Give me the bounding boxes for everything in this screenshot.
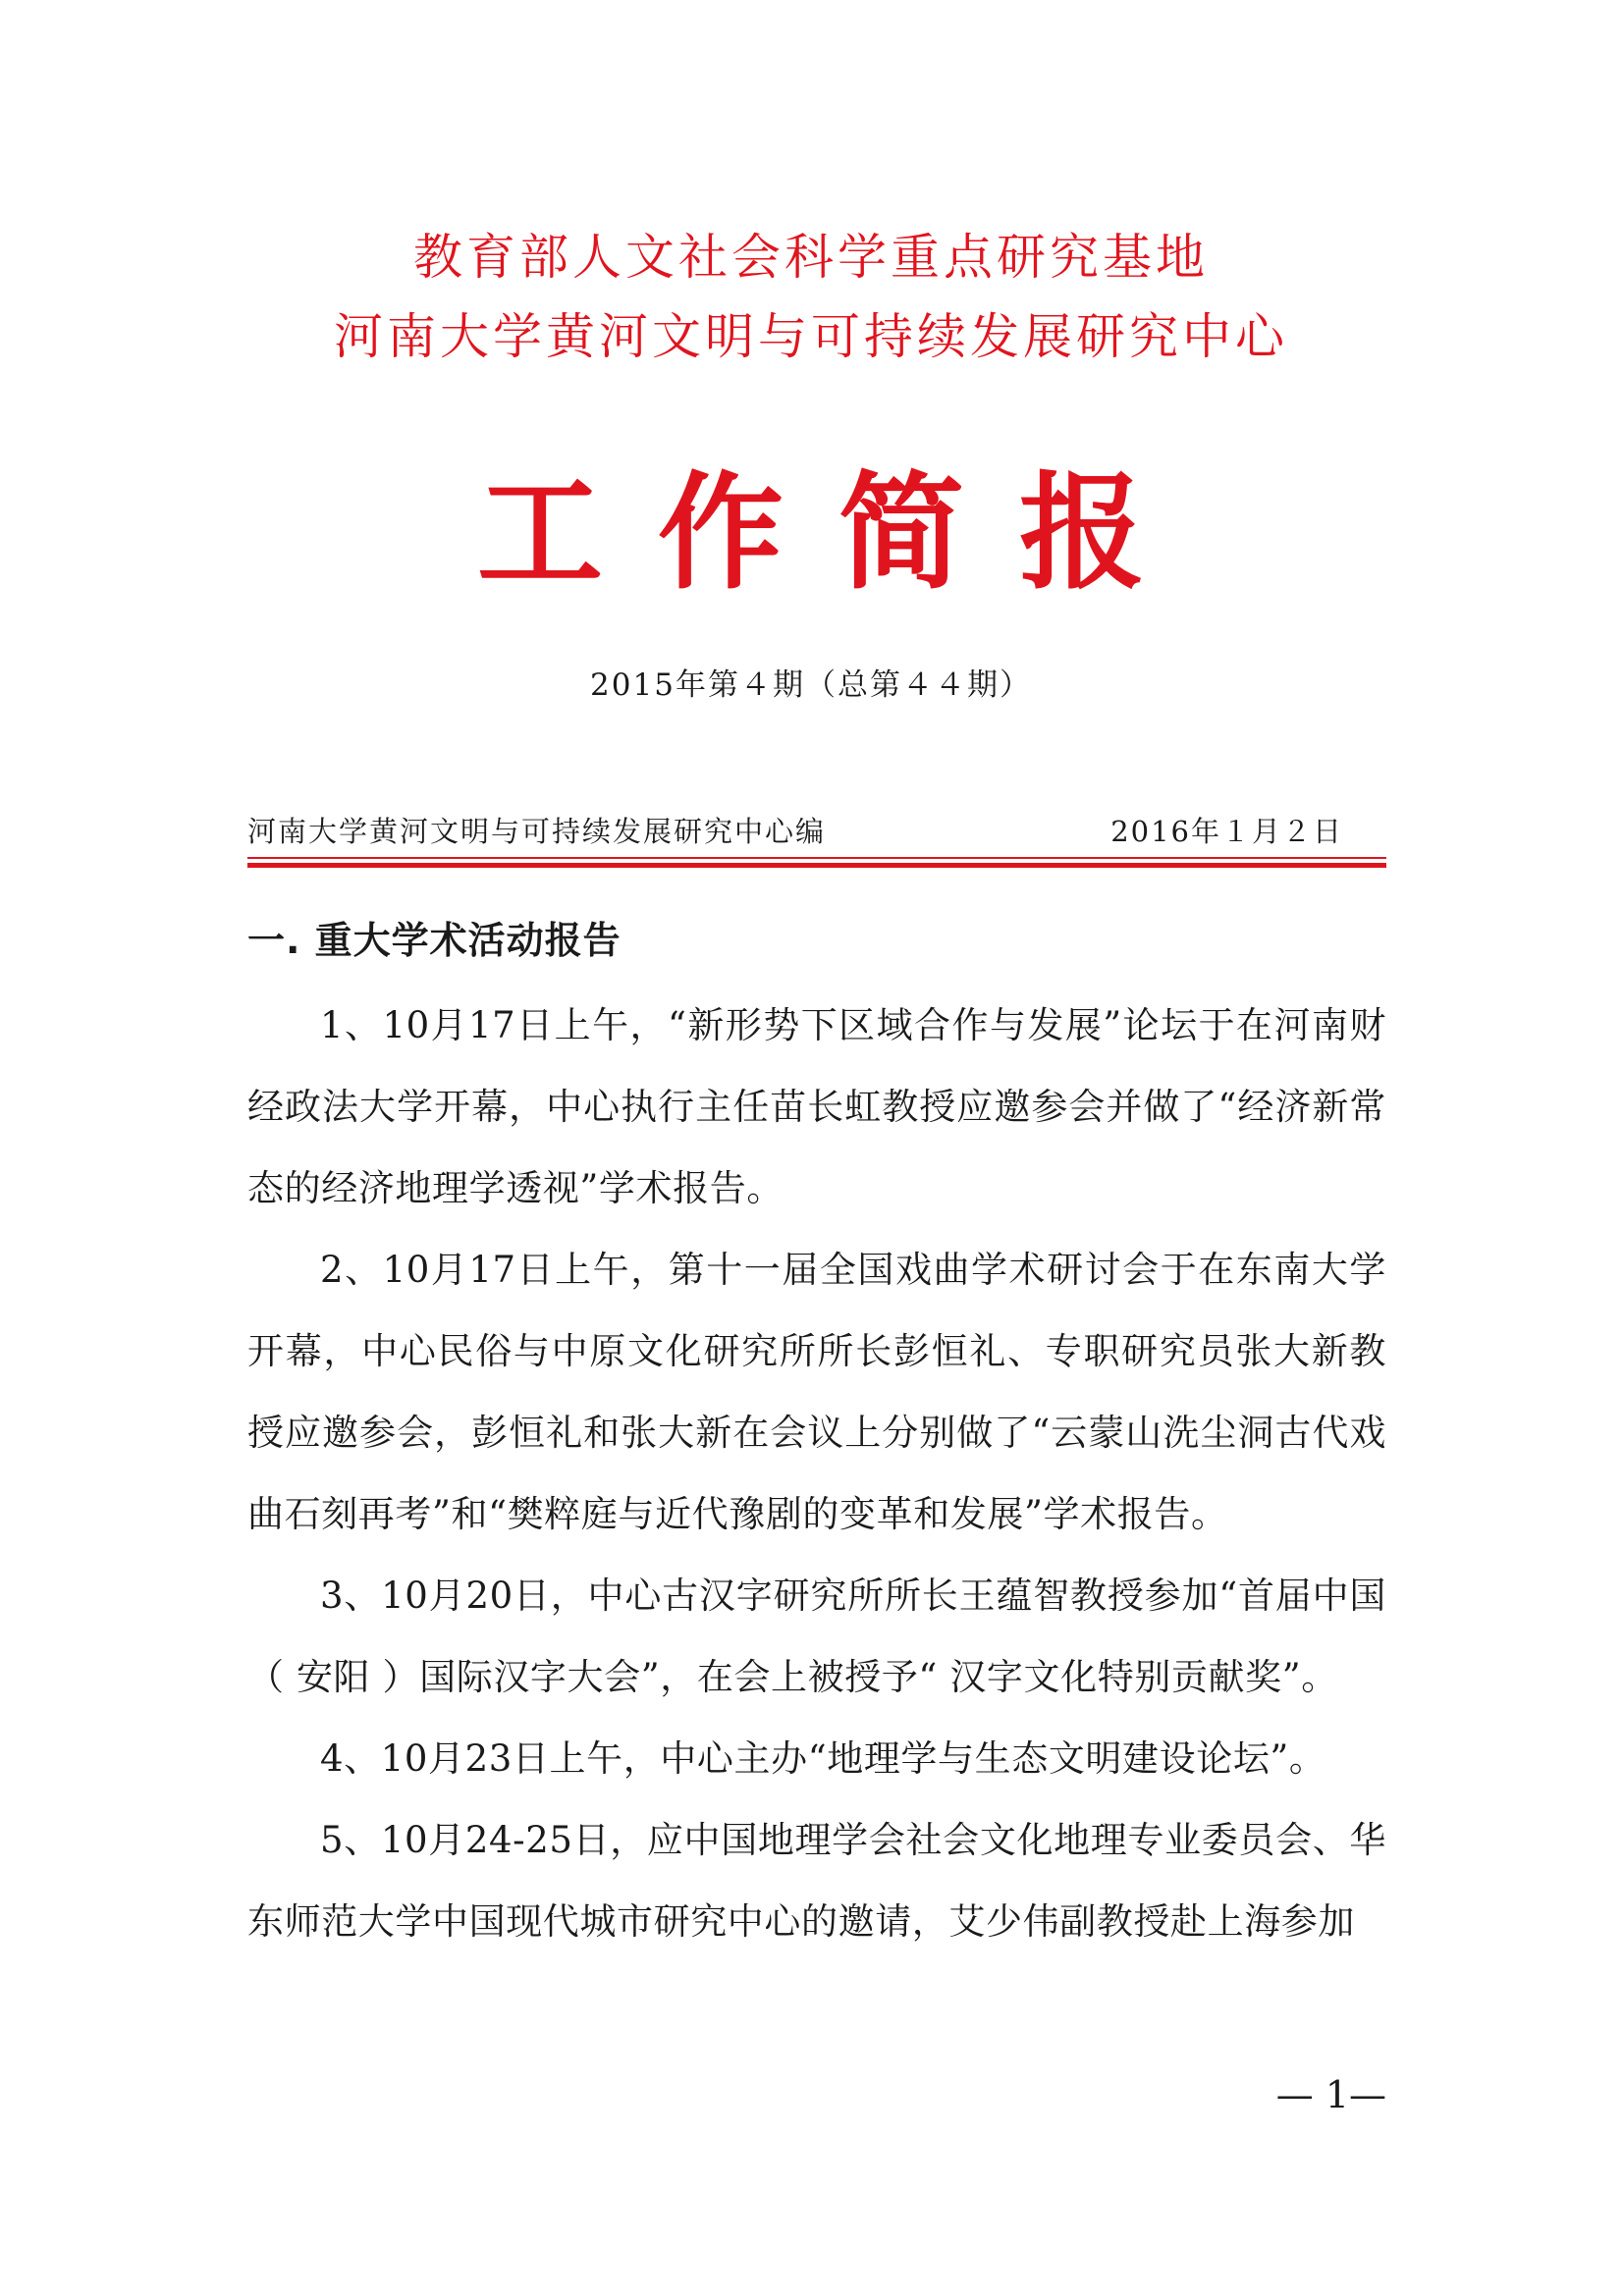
page-number: — 1— (1275, 2073, 1386, 2116)
paragraph-3: 3、10月20日，中心古汉字研究所所长王蕴智教授参加“首届中国（ 安阳 ）国际汉字大会”，在会上被授予“ 汉字文化特别贡献奖”。 (247, 1575, 1386, 1698)
issue-number: 2015年第４期（总第４４期） (590, 667, 1032, 703)
editor-line: 河南大学黄河文明与可持续发展研究中心编 (247, 815, 827, 848)
header-divider-thick (247, 863, 1386, 868)
paragraph-5: 5、10月24-25日，应中国地理学会社会文化地理专业委员会、华东师范大学中国现代城市研究中心的邀请，艾少伟副教授赴上海参加 (247, 1819, 1386, 1943)
paragraph-1: 1、10月17日上午，“新形势下区域合作与发展”论坛于在河南财经政法大学开幕，中心执行主任苗长虹教授应邀参会并做了“经济新常态的经济地理学透视”学术报告。 (247, 1004, 1386, 1209)
document-title: 工作简报 (476, 460, 1200, 607)
paragraph-2: 2、10月17日上午，第十一届全国戏曲学术研讨会于在东南大学开幕，中心民俗与中原文化研究所所长彭恒礼、专职研究员张大新教授应邀参会，彭恒礼和张大新在会议上分别做了“云蒙山洗尘洞古代戏曲石刻再考”和“樊粹庭与近代豫剧的变革和发展”学术报告。 (247, 1249, 1386, 1535)
org-line-base: 教育部人文社会科学重点研究基地 (413, 229, 1209, 286)
body-text (247, 985, 1386, 1962)
section-heading: 一. 重大学术活动报告 (247, 919, 622, 962)
paragraph-4: 4、10月23日上午，中心主办“地理学与生态文明建设论坛”。 (320, 1737, 1326, 1780)
publish-date: 2016年１月２日 (1110, 815, 1343, 848)
org-line-center: 河南大学黄河文明与可持续发展研究中心 (334, 308, 1288, 365)
header-divider-thin (247, 857, 1386, 859)
